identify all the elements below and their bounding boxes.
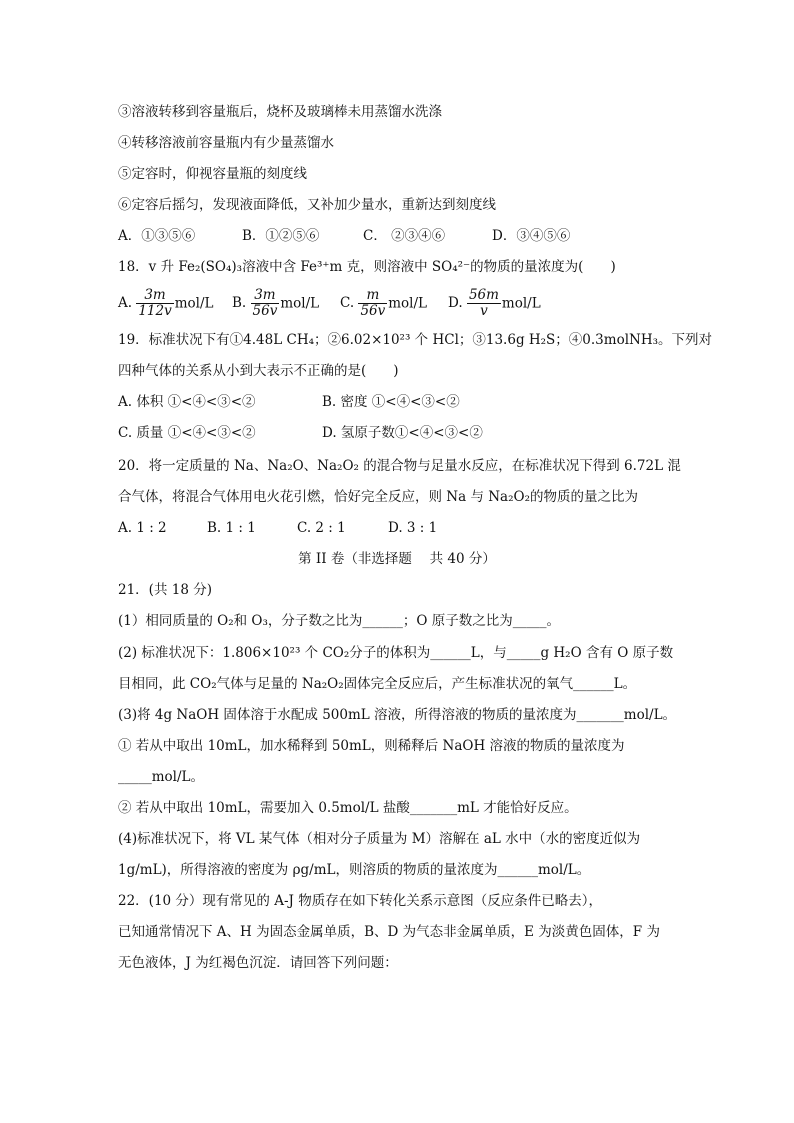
option-letter: C. [340, 295, 355, 311]
fraction-denominator: v [480, 303, 488, 319]
q17-option-c: C． ②③④⑥ [363, 228, 446, 244]
q17-item-4: ④转移溶液前容量瓶内有少量蒸馏水 [118, 135, 334, 151]
q17-option-b: B．①②⑤⑥ [242, 228, 320, 244]
q21-part-4-line-2: 1g/mL)，所得溶液的密度为 ρg/mL，则溶质的物质的量浓度为______mol/L。 [118, 862, 591, 878]
q22-line-2: 已知通常情况下 A、H 为固态金属单质，B、D 为气态非金属单质，E 为淡黄色固体，F 为 [118, 924, 660, 940]
q19-stem-line-1: 19．标准状况下有①4.48L CH₄；②6.02×10²³ 个 HCl；③13.6g H₂S；④0.3molNH₃。下列对 [118, 332, 713, 348]
q21-part-2-line-2: 目相同，此 CO₂气体与足量的 Na₂O₂固体完全反应后，产生标准状况的氧气______L。 [118, 676, 637, 692]
fraction-numerator: 56m [468, 287, 499, 303]
q17-option-d: D．③④⑤⑥ [492, 228, 571, 244]
q20-option-c: C. 2 : 1 [297, 520, 346, 536]
unit: mol/L [388, 295, 428, 312]
fraction-denominator: 56v [252, 303, 278, 319]
q21-part-3-sub-2: ② 若从中取出 10mL，需要加入 0.5mol/L 盐酸_______mL 才能恰好反应。 [118, 800, 578, 816]
fraction-numerator: m [358, 288, 387, 304]
option-letter: D. [448, 295, 463, 311]
unit: mol/L [174, 295, 214, 312]
q19-option-c: C. 质量 ①<④<③<② [118, 425, 256, 441]
q21-heading: 21．(共 18 分) [118, 582, 212, 598]
fraction-numerator: 3m [251, 288, 280, 304]
q22-line-1: 22．(10 分）现有常见的 A-J 物质存在如下转化关系示意图（反应条件已略去）， [118, 893, 602, 909]
q20-stem-line-2: 合气体，将混合气体用电火花引燃，恰好完全反应，则 Na 与 Na₂O₂的物质的量之比为 [118, 489, 638, 505]
q20-stem-line-1: 20．将一定质量的 Na、Na₂O、Na₂O₂ 的混合物与足量水反应，在标准状况下得到 6.72L 混 [118, 458, 681, 474]
fraction [358, 288, 387, 319]
q18-stem: 18．v 升 Fe₂(SO₄)₃溶液中含 Fe³⁺m 克，则溶液中 SO₄²⁻的物质的量浓度为( ) [118, 259, 616, 275]
q19-option-b: B. 密度 ①<④<③<② [322, 394, 460, 410]
q21-part-3: (3)将 4g NaOH 固体溶于水配成 500mL 溶液，所得溶液的物质的量浓度为_______mol/L。 [118, 707, 677, 723]
unit: mol/L [280, 295, 320, 312]
q19-stem-line-2: 四种气体的关系从小到大表示不正确的是( ) [118, 363, 399, 379]
fraction-denominator: 112v [138, 303, 172, 319]
fraction [136, 288, 173, 319]
q21-part-2-line-1: (2) 标准状况下：1.806×10²³ 个 CO₂分子的体积为______L，与_____g H₂O 含有 O 原子数 [118, 645, 674, 661]
fraction [251, 288, 280, 319]
q22-line-3: 无色液体，J 为红褐色沉淀．请回答下列问题： [118, 955, 398, 971]
fraction-denominator: 56v [360, 303, 386, 319]
option-letter: B. [232, 295, 247, 311]
q20-option-a: A. 1 : 2 [118, 520, 167, 536]
q21-part-4-line-1: (4)标准状况下，将 VL 某气体（相对分子质量为 M）溶解在 aL 水中（水的密度近似为 [118, 831, 641, 847]
q17-item-6: ⑥定容后摇匀，发现液面降低，又补加少量水，重新达到刻度线 [118, 197, 496, 213]
fraction [467, 288, 501, 319]
q21-part-3-sub-1-line-2: _____mol/L。 [118, 769, 205, 785]
q21-part-1: (1）相同质量的 O₂和 O₃，分子数之比为______；O 原子数之比为_____。 [118, 613, 561, 629]
unit: mol/L [501, 295, 541, 312]
q17-item-5: ⑤定容时，仰视容量瓶的刻度线 [118, 166, 307, 182]
section-title: 第 II 卷（非选择题 共 40 分） [298, 551, 496, 567]
q19-option-a: A. 体积 ①<④<③<② [118, 394, 256, 410]
q20-option-b: B. 1 : 1 [207, 520, 256, 536]
q18-option-b [232, 288, 319, 319]
q18-option-c [340, 288, 427, 319]
q20-option-d: D. 3 : 1 [388, 520, 438, 536]
fraction-numerator: 3m [136, 288, 173, 304]
q17-option-a: A．①③⑤⑥ [118, 228, 196, 244]
option-letter: A. [118, 295, 133, 311]
q17-item-3: ③溶液转移到容量瓶后，烧杯及玻璃棒未用蒸馏水洗涤 [118, 104, 442, 120]
q18-option-a [118, 288, 214, 319]
q18-option-d [448, 288, 541, 319]
q19-option-d: D. 氢原子数①<④<③<② [322, 425, 483, 441]
q21-part-3-sub-1-line-1: ① 若从中取出 10mL，加水稀释到 50mL，则稀释后 NaOH 溶液的物质的量浓度为 [118, 738, 625, 754]
